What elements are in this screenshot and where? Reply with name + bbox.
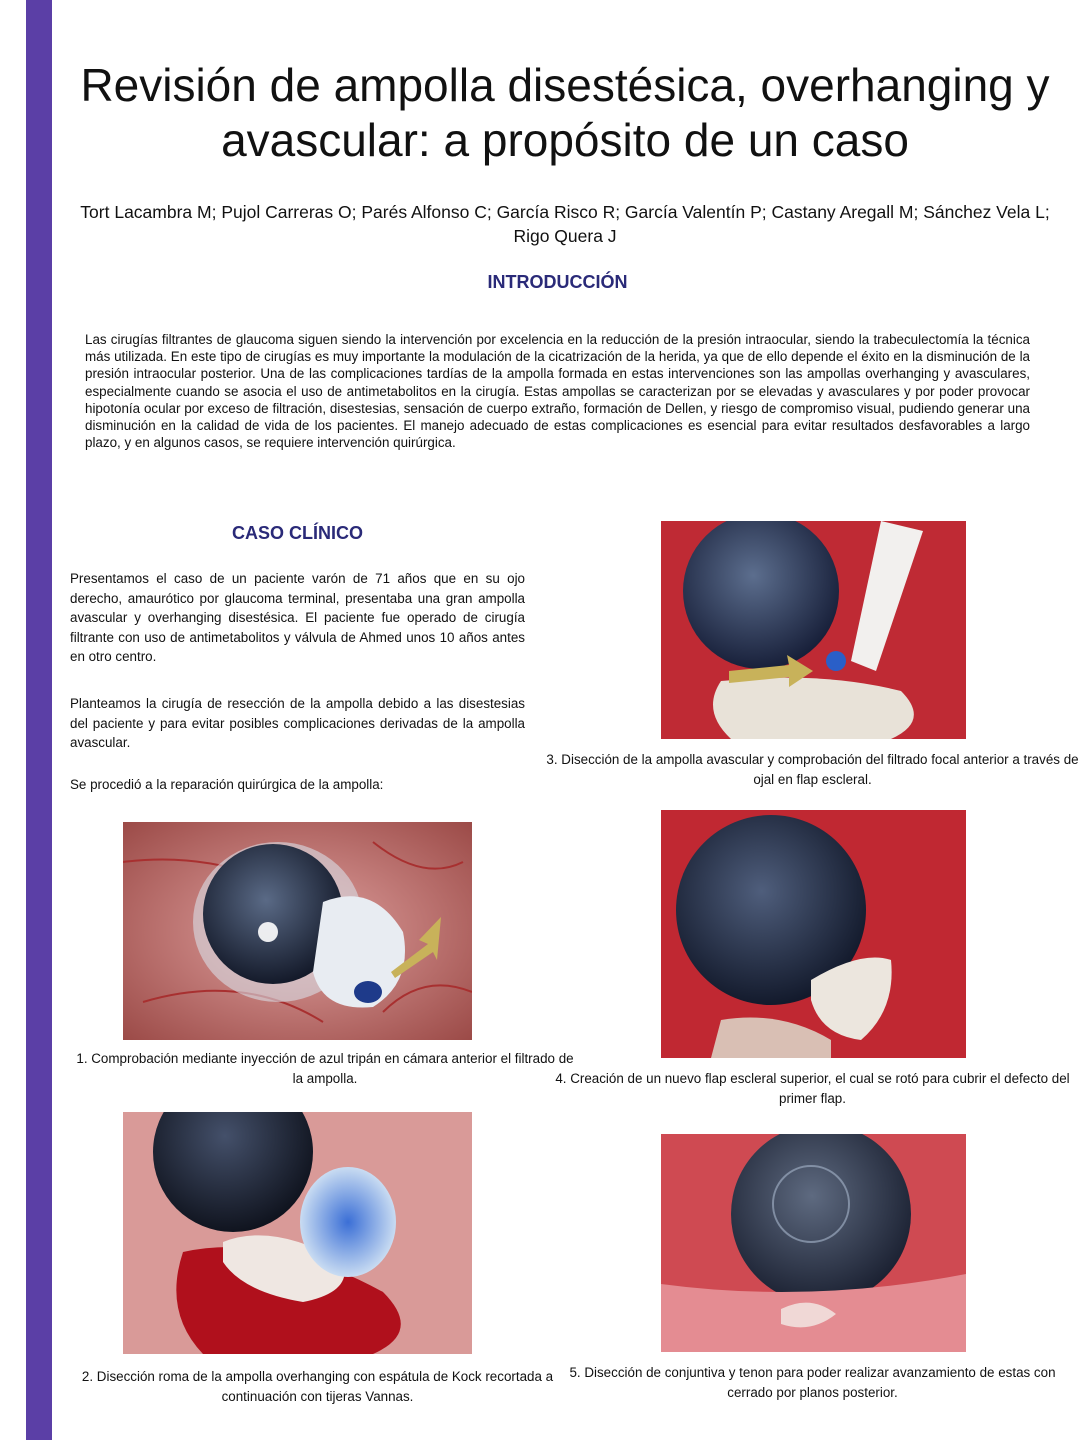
eye-surgery-image (123, 822, 472, 1040)
case-paragraph: Presentamos el caso de un paciente varón de 71 años que en su ojo derecho, amaurótico por glaucoma terminal, presentaba una gran ampolla avascular y overhanging disestésica. El paciente fue operado de cirugía filtrante con uso de antimetabolitos y válvula de Ahmed unos 10 años antes en otro centro. (70, 571, 525, 664)
figure-2-photo (123, 1112, 472, 1354)
case-heading: CASO CLÍNICO (231, 523, 363, 543)
figure-3-caption: 3. Disección de la ampolla avascular y comprobación del filtrado focal anterior a través de ojal en flap escleral. (546, 752, 1079, 787)
authors-line: Tort Lacambra M; Pujol Carreras O; Parés Alfonso C; García Risco R; García Valentín P; Castany Aregall M; Sánchez Vela L; Rigo Quera J (80, 202, 1050, 246)
figure-5-caption: 5. Disección de conjuntiva y tenon para poder realizar avanzamiento de estas con cerrado por planos posterior. (569, 1365, 1056, 1400)
eye-surgery-image (123, 1112, 472, 1354)
eye-surgery-image (661, 1134, 966, 1352)
figure-3-photo (661, 521, 966, 739)
case-paragraph: Planteamos la cirugía de resección de la ampolla debido a las disestesias del paciente y para evitar posibles complicaciones derivadas de la ampolla avascular. (70, 696, 525, 750)
figure-1-photo (123, 822, 472, 1040)
sidebar-accent-bar (26, 0, 52, 1440)
figure-5-photo (661, 1134, 966, 1352)
figure-2-caption: 2. Disección roma de la ampolla overhanging con espátula de Kock recortada a continuación con tijeras Vannas. (81, 1369, 554, 1404)
introduction-text: Las cirugías filtrantes de glaucoma siguen siendo la intervención por excelencia en la reducción de la presión intraocular, siendo la trabeculectomía la técnica más utilizada. En este tipo de cirugías es muy importante la modulación de la cicatrización de la herida, ya que de ello depende el éxito en la disminución de la presión intraocular posterior. Una de las complicaciones tardías de la ampolla formada en estas intervenciones son las ampollas overhanging y avasculares, especialmente cuando se asocia el uso de antimetabolitos en la cirugía. Estas ampollas se caracterizan por se elevadas y avasculares y por poder provocar hipotonía ocular por exceso de filtración, disestesias, sensación de cuerpo extraño, formación de Dellen, y riesgo de compromiso visual, pudiendo generar una disminución en la calidad de vida de los pacientes. El manejo adecuado de estas complicaciones es esencial para evitar resultados desfavorables a largo plazo, y en algunos casos, se requiere intervención quirúrgica. (85, 332, 1030, 451)
figure-4-photo (661, 810, 966, 1058)
eye-surgery-image (661, 810, 966, 1058)
eye-surgery-image (661, 521, 966, 739)
figure-4-caption: 4. Creación de un nuevo flap escleral superior, el cual se rotó para cubrir el defecto del primer flap. (555, 1071, 1070, 1106)
case-paragraph: Se procedió a la reparación quirúrgica de la ampolla: (70, 777, 384, 792)
introduction-heading: INTRODUCCIÓN (487, 272, 628, 292)
figure-1-caption: 1. Comprobación mediante inyección de azul tripán en cámara anterior el filtrado de la ampolla. (76, 1051, 574, 1086)
poster-title: Revisión de ampolla disestésica, overhanging y avascular: a propósito de un caso (80, 59, 1050, 166)
